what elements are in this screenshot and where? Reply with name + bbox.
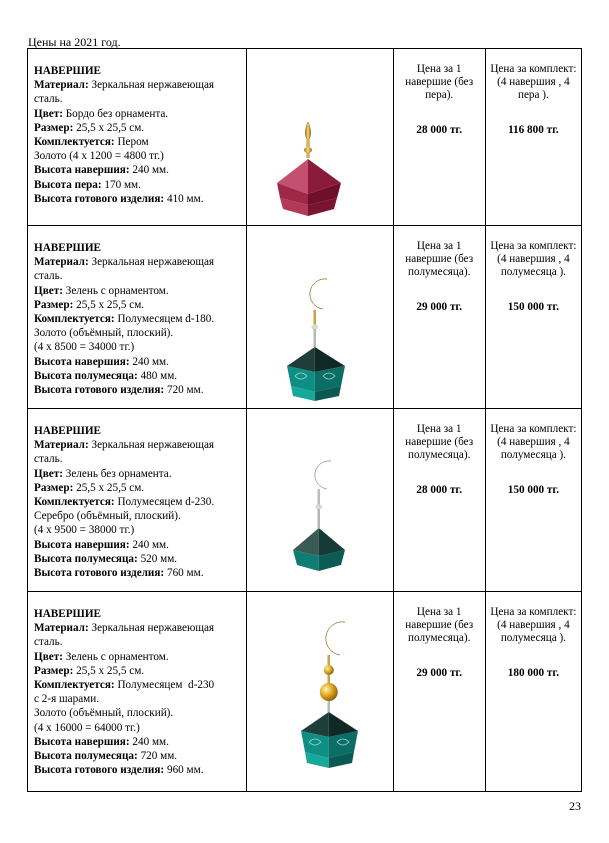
table-row [28, 226, 582, 409]
size-value: 25,5 х 25,5 см. [73, 481, 145, 494]
height-top-label: Высота полумесяца: [34, 750, 138, 763]
height-top-value: 170 мм. [101, 178, 141, 191]
size-label: Размер: [34, 298, 74, 311]
unit-price-value: 28 000 тг. [416, 124, 463, 136]
height-finial-value: 240 мм. [129, 164, 169, 177]
set-price-cell [485, 226, 581, 409]
table-row [28, 592, 582, 792]
kit-value: Пером [114, 136, 149, 149]
color-label: Цвет: [34, 467, 63, 480]
page-number: 23 [569, 799, 581, 813]
color-value: Зелень с орнаментом. [62, 284, 169, 297]
height-finial-value: 240 мм. [129, 355, 169, 368]
size-value: 25,5 х 25,5 см. [73, 121, 145, 134]
material-value-cont: сталь. [34, 93, 63, 106]
material-label: Материал: [34, 256, 89, 269]
height-total-value: 960 мм. [164, 764, 204, 777]
height-total-value: 760 мм. [164, 567, 204, 580]
green-ornament-finial-gold-crescent-icon [247, 226, 393, 408]
kit-line: Золото (объёмный, плоский). [34, 707, 174, 720]
description-cell [28, 226, 247, 409]
set-price-label: Цена за комплект: (4 навершия , 4 пера ). [490, 63, 577, 101]
height-total-label: Высота готового изделия: [34, 192, 165, 205]
material-value-cont: сталь. [34, 270, 63, 283]
material-value-cont: сталь. [34, 636, 63, 649]
size-label: Размер: [34, 121, 74, 134]
kit-value: Полумесяцем d-180. [114, 313, 215, 326]
height-top-value: 480 мм. [137, 369, 178, 382]
size-label: Размер: [34, 481, 74, 494]
set-price-value: 150 000 тг. [507, 301, 560, 313]
height-top-label: Высота полумесяца: [34, 552, 138, 565]
table-row [28, 409, 582, 592]
product-image-cell [247, 592, 393, 792]
height-finial-label: Высота навершия: [34, 164, 130, 177]
height-total-value: 720 мм. [164, 384, 204, 397]
material-value: Зеркальная нержавеющая [88, 439, 215, 452]
set-price-value: 116 800 тг. [508, 124, 559, 136]
product-title: НАВЕРШИЕ [34, 425, 101, 437]
unit-price-cell [393, 592, 485, 792]
color-label: Цвет: [34, 107, 63, 120]
unit-price-value: 29 000 тг. [416, 301, 463, 313]
set-price-label: Цена за комплект: (4 навершия , 4 полумесяца ). [490, 606, 577, 644]
height-finial-label: Высота навершия: [34, 735, 130, 748]
height-top-label: Высота полумесяца: [34, 369, 138, 382]
kit-value: Полумесяцем d-230. [114, 496, 215, 509]
description-cell [28, 409, 247, 592]
kit-line: Серебро (объёмный, плоский). [34, 510, 181, 523]
unit-price-cell [393, 226, 485, 409]
height-finial-label: Высота навершия: [34, 538, 130, 551]
color-value: Зелень с орнаментом. [62, 650, 169, 663]
material-label: Материал: [34, 439, 89, 452]
price-table [27, 48, 582, 792]
product-title: НАВЕРШИЕ [34, 242, 101, 254]
set-price-value: 180 000 тг. [507, 667, 560, 679]
kit-value: Полумесяцем d-230 [114, 679, 215, 692]
set-price-cell [485, 49, 581, 226]
product-image-cell [247, 49, 393, 226]
unit-price-label: Цена за 1 навершие (без полумесяца). [405, 240, 474, 278]
size-value: 25,5 х 25,5 см. [73, 664, 145, 677]
product-image-cell [247, 226, 393, 409]
kit-label: Комплектуется: [34, 679, 115, 692]
kit-label: Комплектуется: [34, 136, 115, 149]
size-label: Размер: [34, 664, 74, 677]
material-value: Зеркальная нержавеющая [88, 622, 215, 635]
height-total-label: Высота готового изделия: [34, 567, 165, 580]
kit-label: Комплектуется: [34, 496, 115, 509]
size-value: 25,5 х 25,5 см. [73, 298, 145, 311]
color-label: Цвет: [34, 284, 63, 297]
kit-line: с 2-я шарами. [34, 693, 100, 706]
kit-line: Золото (объёмный, плоский). [34, 327, 174, 340]
unit-price-value: 29 000 тг. [416, 667, 463, 679]
unit-price-label: Цена за 1 навершие (без полумесяца). [405, 606, 474, 644]
unit-price-cell [393, 49, 485, 226]
height-top-value: 720 мм. [137, 750, 178, 763]
product-image-cell [247, 409, 393, 592]
unit-price-label: Цена за 1 навершие (без полумесяца). [405, 423, 474, 461]
height-top-value: 520 мм. [137, 552, 178, 565]
description-cell [28, 49, 247, 226]
product-title: НАВЕРШИЕ [34, 65, 101, 77]
height-finial-value: 240 мм. [129, 735, 169, 748]
unit-price-cell [393, 409, 485, 592]
product-title: НАВЕРШИЕ [34, 608, 101, 620]
material-value: Зеркальная нержавеющая [88, 256, 215, 269]
height-total-label: Высота готового изделия: [34, 764, 165, 777]
page-header: Цены на 2021 год. [28, 35, 121, 49]
color-value: Зелень без орнамента. [62, 467, 172, 480]
green-finial-silver-crescent-icon [247, 409, 393, 591]
kit-line: Золото (4 х 1200 = 4800 тг.) [34, 150, 164, 163]
material-label: Материал: [34, 79, 89, 92]
kit-line: (4 х 8500 = 34000 тг.) [34, 341, 135, 354]
height-finial-label: Высота навершия: [34, 355, 130, 368]
height-total-value: 410 мм. [164, 192, 204, 205]
material-label: Материал: [34, 622, 89, 635]
color-label: Цвет: [34, 650, 63, 663]
burgundy-finial-with-feather-icon [247, 49, 393, 225]
material-value-cont: сталь. [34, 453, 63, 466]
material-value: Зеркальная нержавеющая [88, 79, 215, 92]
description-cell [28, 592, 247, 792]
green-ornament-finial-two-balls-gold-crescent-icon [247, 592, 393, 791]
set-price-value: 150 000 тг. [507, 484, 560, 496]
kit-line: (4 х 16000 = 64000 тг.) [34, 721, 140, 734]
unit-price-label: Цена за 1 навершие (без пера). [405, 63, 474, 101]
set-price-label: Цена за комплект: (4 навершия , 4 полумесяца ). [490, 423, 577, 461]
table-row [28, 49, 582, 226]
unit-price-value: 28 000 тг. [416, 484, 463, 496]
color-value: Бордо без орнамента. [62, 107, 169, 120]
set-price-cell [485, 409, 581, 592]
height-top-label: Высота пера: [34, 178, 102, 191]
height-finial-value: 240 мм. [129, 538, 169, 551]
kit-line: (4 х 9500 = 38000 тг.) [34, 524, 135, 537]
kit-label: Комплектуется: [34, 313, 115, 326]
set-price-cell [485, 592, 581, 792]
set-price-label: Цена за комплект: (4 навершия , 4 полумесяца ). [490, 240, 577, 278]
height-total-label: Высота готового изделия: [34, 384, 165, 397]
